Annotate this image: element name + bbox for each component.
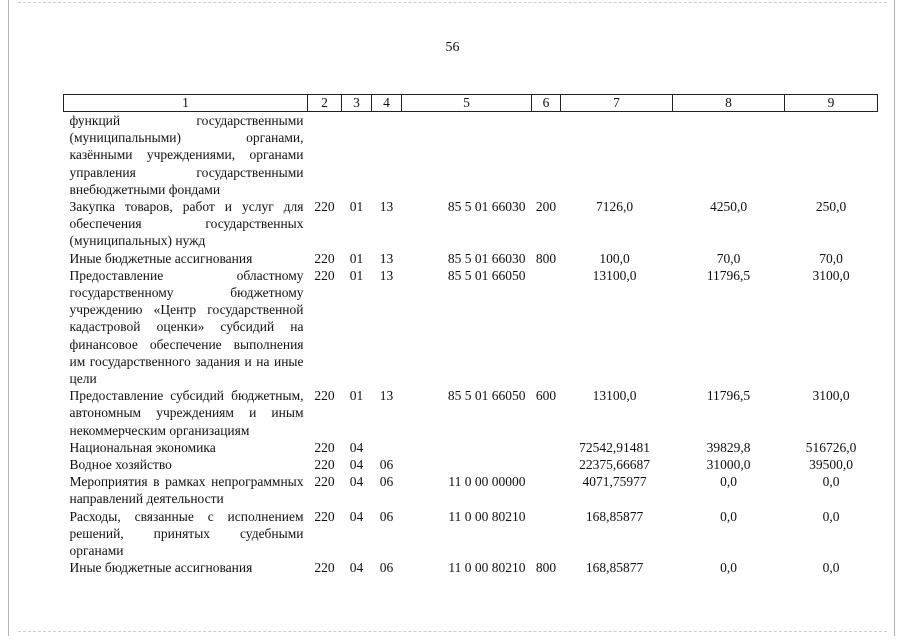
amount-year1-cell: 22375,66687 (579, 457, 650, 473)
expense-type-cell: 200 (535, 199, 557, 215)
section-cell (342, 112, 372, 199)
expense-type-cell (532, 473, 561, 507)
admin-code-cell: 220 (314, 560, 335, 576)
section-cell: 04 (349, 474, 364, 490)
column-header: 8 (673, 95, 785, 112)
table-row (64, 112, 878, 199)
admin-code-cell: 220 (314, 508, 335, 524)
expense-type-cell: 800 (535, 560, 557, 576)
page-number: 56 (445, 40, 460, 55)
expense-type-cell: 800 (535, 250, 557, 266)
subsection-cell (372, 112, 402, 199)
amount-year1-cell: 168,85877 (585, 560, 644, 576)
row-name-cell: Иные бюджетные ассигнования (69, 250, 253, 266)
amount-year2-cell: 39829,8 (706, 439, 751, 455)
row-name-cell: Мероприятия в рамках непрограммных направлений деятельности (69, 474, 304, 507)
section-cell: 01 (349, 388, 364, 404)
section-cell: 01 (349, 199, 364, 215)
amount-year2-cell: 11796,5 (706, 267, 751, 283)
expense-type-cell (532, 508, 561, 560)
column-header: 3 (342, 95, 372, 112)
amount-year3-cell: 39500,0 (809, 457, 853, 473)
budget-table (63, 94, 878, 576)
amount-year2-cell (673, 112, 785, 199)
column-header: 6 (532, 95, 561, 112)
table-row (64, 456, 878, 473)
subsection-cell: 13 (379, 267, 394, 283)
amount-year1-cell: 4071,75977 (582, 474, 647, 490)
table-row (64, 508, 878, 560)
target-article-cell: 11 0 00 80210 (448, 508, 526, 524)
amount-year1-cell: 13100,0 (592, 267, 637, 283)
row-name-cell: Водное хозяйство (69, 457, 172, 473)
column-header: 2 (308, 95, 342, 112)
amount-year1-cell: 168,85877 (585, 508, 644, 524)
admin-code-cell: 220 (314, 439, 335, 455)
target-article-cell (402, 112, 532, 199)
subsection-cell: 06 (379, 457, 394, 473)
target-article-cell: 11 0 00 80210 (448, 560, 526, 576)
admin-code-cell: 220 (314, 250, 335, 266)
subsection-cell: 06 (379, 560, 394, 576)
amount-year3-cell (785, 112, 878, 199)
amount-year2-cell: 4250,0 (709, 199, 748, 215)
amount-year2-cell: 0,0 (720, 508, 737, 524)
amount-year2-cell: 31000,0 (706, 457, 751, 473)
scan-edge-bottom (18, 631, 887, 632)
amount-year2-cell: 0,0 (720, 560, 737, 576)
subsection-cell: 06 (379, 508, 394, 524)
row-name-cell: Предоставление областному государственному бюджетному учреждению «Центр государственной кадастровой оценки» субсидий на финансовое обеспечение выполнения им государственного задания и на иные цели (69, 267, 304, 387)
section-cell: 04 (349, 439, 364, 455)
amount-year3-cell: 250,0 (815, 199, 847, 215)
admin-code-cell: 220 (314, 388, 335, 404)
table-row (64, 559, 878, 576)
amount-year3-cell: 516726,0 (805, 439, 857, 455)
amount-year3-cell: 0,0 (822, 508, 840, 524)
subsection-cell: 06 (379, 474, 394, 490)
amount-year3-cell: 3100,0 (812, 388, 850, 404)
amount-year2-cell: 70,0 (716, 250, 741, 266)
amount-year1-cell: 13100,0 (592, 388, 637, 404)
table-row (64, 473, 878, 507)
table-row (64, 387, 878, 439)
subsection-cell: 13 (379, 250, 394, 266)
section-cell: 04 (349, 508, 364, 524)
amount-year1-cell: 72542,91481 (579, 439, 650, 455)
expense-type-cell (532, 439, 561, 456)
column-header: 1 (64, 95, 308, 112)
subsection-cell (372, 439, 402, 456)
table-header-row (64, 95, 878, 112)
amount-year3-cell: 3100,0 (812, 267, 850, 283)
amount-year3-cell: 70,0 (819, 250, 843, 266)
table-row (64, 439, 878, 456)
table-row (64, 250, 878, 267)
section-cell: 01 (349, 267, 364, 283)
section-cell: 04 (349, 560, 364, 576)
admin-code-cell: 220 (314, 474, 335, 490)
expense-type-cell: 600 (535, 388, 557, 404)
admin-code-cell: 220 (314, 199, 335, 215)
expense-type-cell (532, 112, 561, 199)
admin-code-cell: 220 (314, 457, 335, 473)
subsection-cell: 13 (379, 199, 394, 215)
admin-code-cell (308, 112, 342, 199)
target-article-cell (402, 456, 532, 473)
row-name-cell: Иные бюджетные ассигнования (69, 560, 253, 576)
target-article-cell: 85 5 01 66030 (447, 250, 526, 266)
target-article-cell: 85 5 01 66050 (447, 267, 526, 283)
amount-year2-cell: 0,0 (720, 474, 737, 490)
amount-year3-cell: 0,0 (822, 560, 840, 576)
admin-code-cell: 220 (314, 267, 335, 283)
scan-edge-top (18, 2, 887, 3)
target-article-cell: 85 5 01 66030 (447, 199, 526, 215)
table-row (64, 267, 878, 387)
row-name-cell: Предоставление субсидий бюджетным, автономным учреждениям и иным некоммерческим организациям (69, 388, 304, 438)
section-cell: 04 (349, 457, 364, 473)
amount-year1-cell (561, 112, 673, 199)
amount-year1-cell: 7126,0 (595, 199, 634, 215)
section-cell: 01 (349, 250, 364, 266)
column-header: 9 (785, 95, 878, 112)
column-header: 7 (561, 95, 673, 112)
row-name-cell: Расходы, связанные с исполнением решений, принятых судебными органами (69, 508, 304, 559)
subsection-cell: 13 (379, 388, 394, 404)
target-article-cell: 85 5 01 66050 (447, 388, 526, 404)
table-row (64, 198, 878, 250)
row-name-cell: функций государственными (муниципальными) органами, казёнными учреждениями, органами управления государственными внебюджетными фондами (69, 113, 304, 197)
amount-year1-cell: 100,0 (599, 250, 630, 266)
target-article-cell (402, 439, 532, 456)
column-header: 5 (402, 95, 532, 112)
row-name-cell: Национальная экономика (69, 439, 216, 455)
column-header: 4 (372, 95, 402, 112)
expense-type-cell (532, 456, 561, 473)
amount-year3-cell: 0,0 (822, 474, 840, 490)
expense-type-cell (532, 267, 561, 387)
row-name-cell: Закупка товаров, работ и услуг для обеспечения государственных (муниципальных) нужд (69, 199, 304, 249)
amount-year2-cell: 11796,5 (706, 388, 751, 404)
target-article-cell: 11 0 00 00000 (448, 474, 526, 490)
